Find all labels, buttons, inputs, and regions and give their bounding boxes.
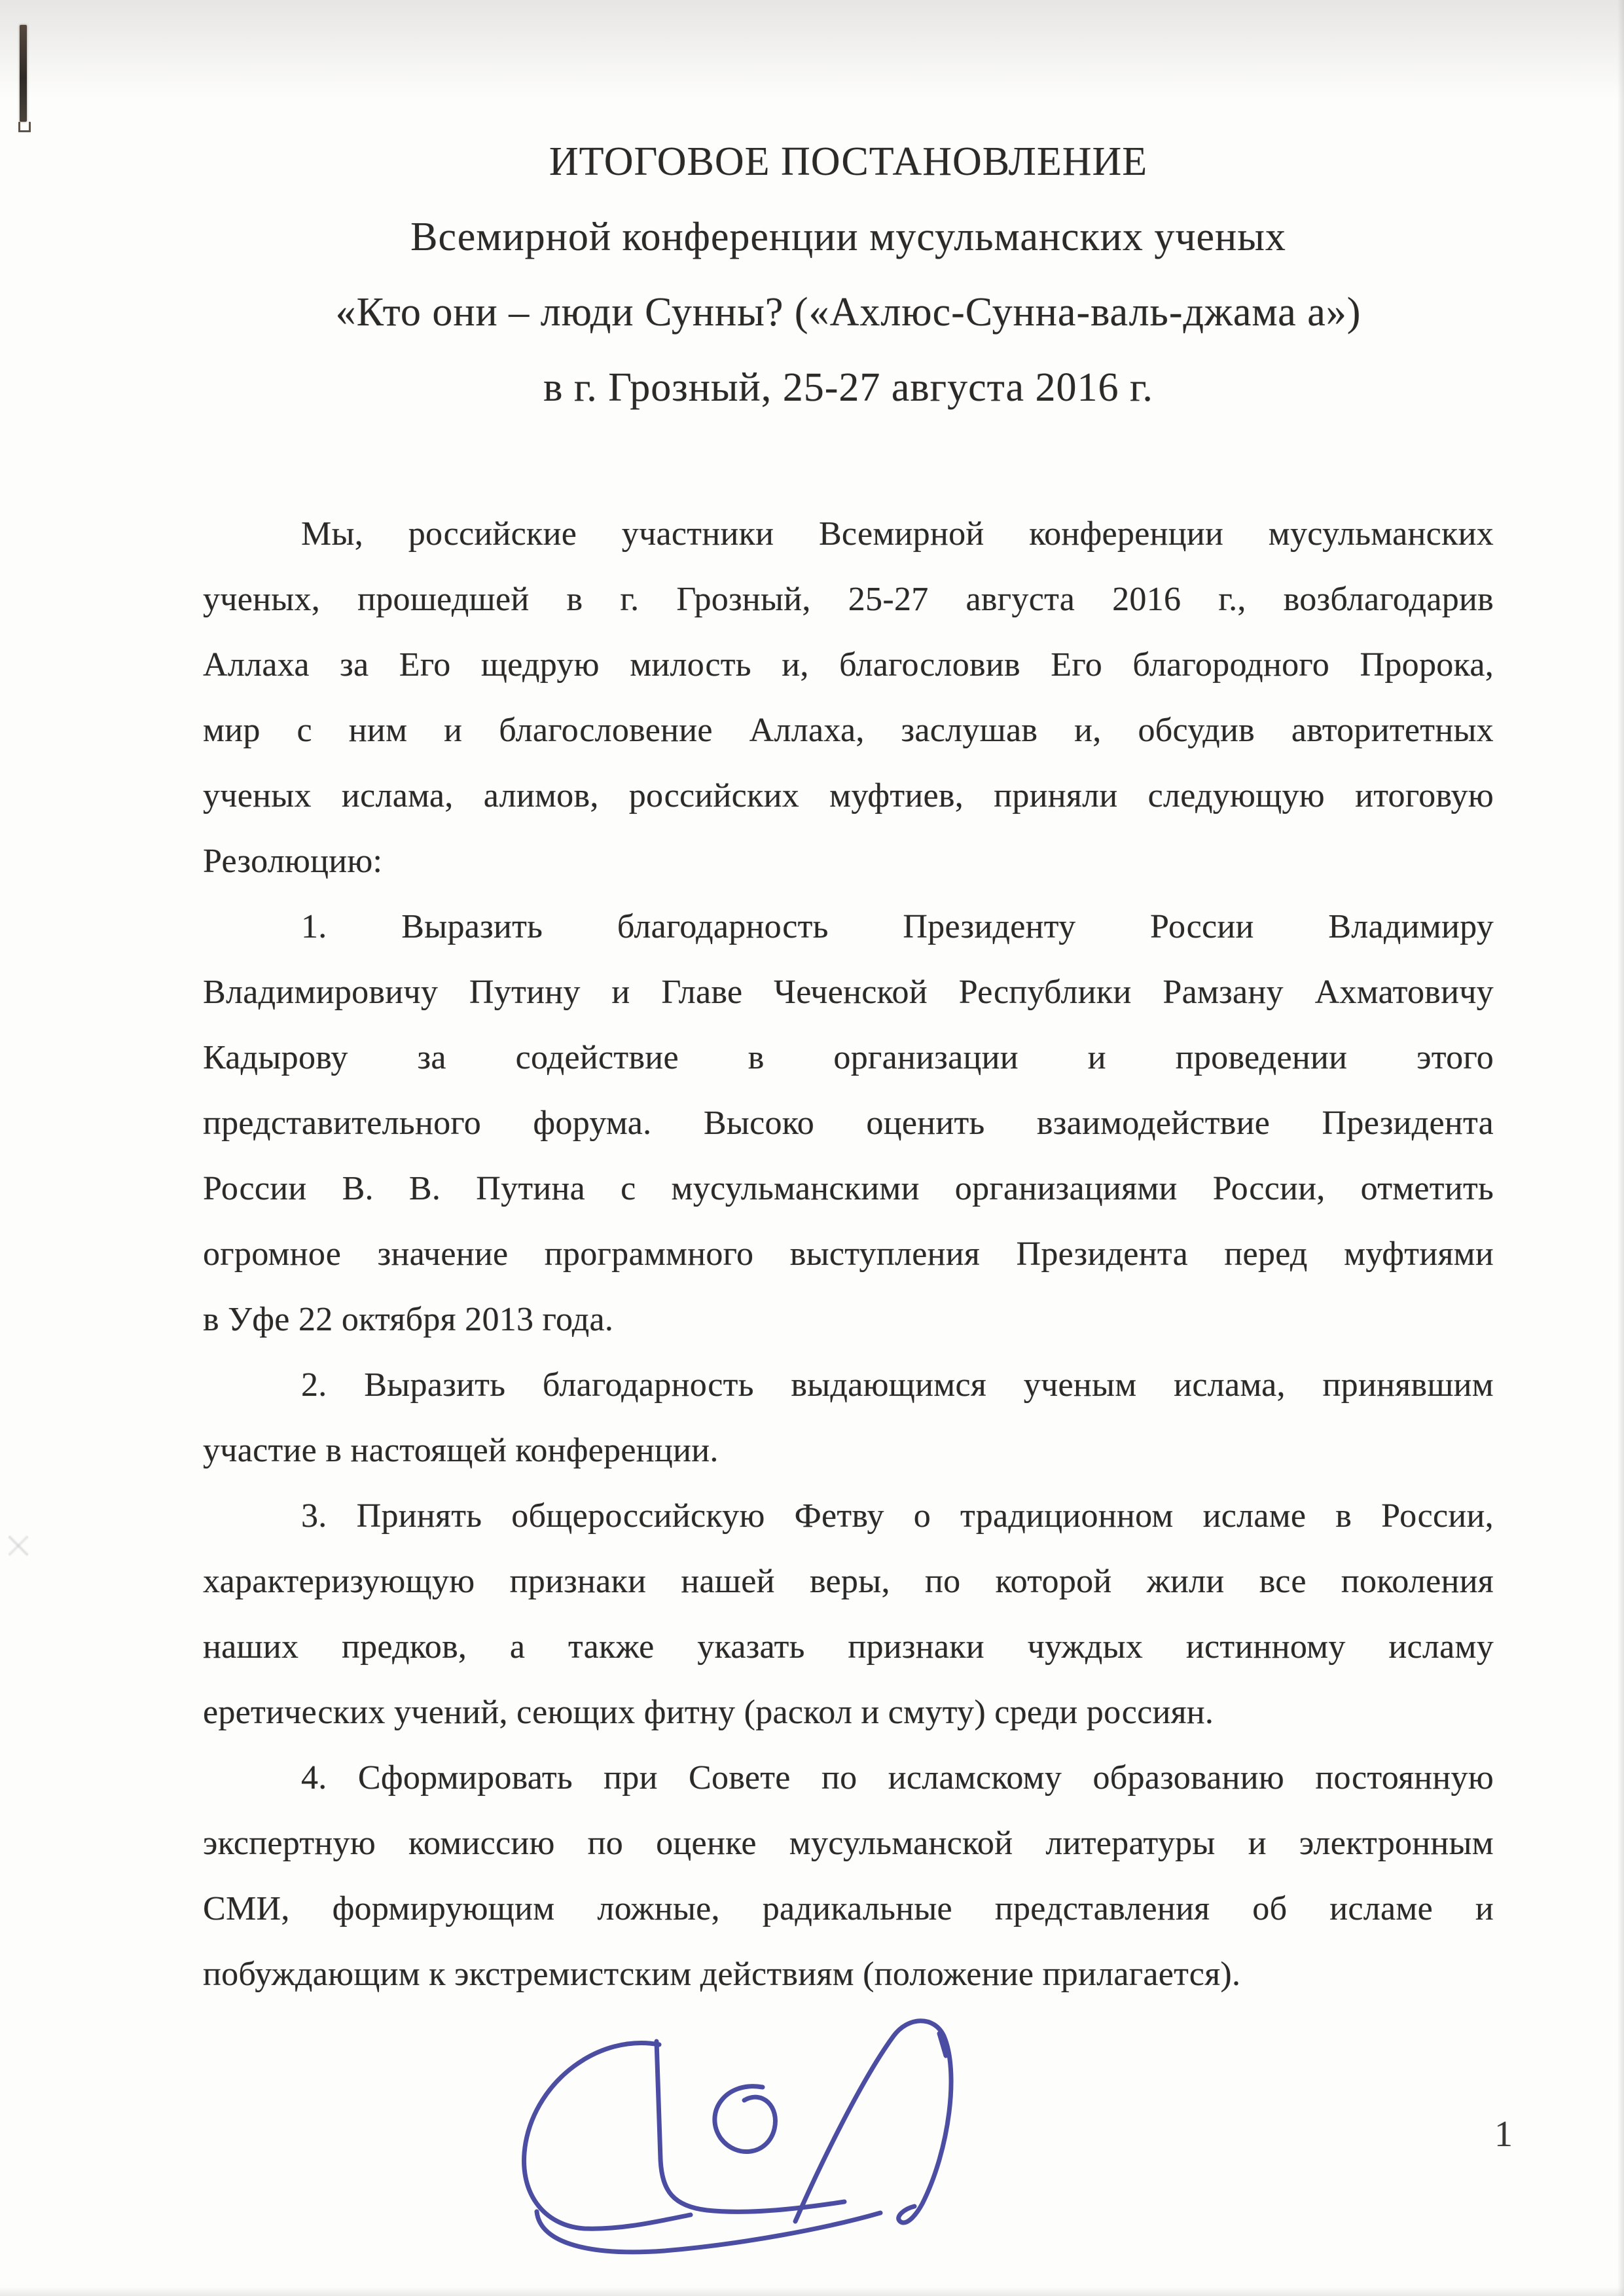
text-line: 1. Выразить благодарность Президенту России Владимиру [301, 908, 1494, 945]
paragraph-5 [203, 1745, 1494, 2007]
scan-right-edge-shadow [1617, 0, 1624, 2296]
text-line: характеризующую признаки нашей веры, по которой жили все поколения [203, 1563, 1494, 1600]
paragraph-1 [203, 501, 1494, 894]
text-line: СМИ, формирующим ложные, радикальные представления об исламе и [203, 1890, 1494, 1927]
text-line: представительного форума. Высоко оценить взаимодействие Президента [203, 1104, 1494, 1142]
text-line: огромное значение программного выступления Президента перед муфтиями [203, 1235, 1494, 1273]
text-line: еретических учений, сеющих фитну (раскол и смуту) среди россиян. [203, 1694, 1214, 1731]
text-line: ученых ислама, алимов, российских муфтиев, приняли следующую итоговую [203, 777, 1494, 814]
signature-stroke-bottom-sweep [537, 2212, 880, 2252]
scan-top-edge-shadow [0, 0, 1624, 98]
page-number: 1 [1494, 2114, 1513, 2155]
document-title [203, 124, 1494, 426]
text-line: России В. В. Путина с мусульманскими организациями России, отметить [203, 1170, 1494, 1207]
paragraph-4 [203, 1484, 1494, 1745]
text-line: Резолюцию: [203, 843, 383, 880]
signature-stroke-left-oval [524, 2043, 691, 2229]
text-line: Владимировичу Путину и Главе Чеченской Республики Рамзану Ахматовичу [203, 974, 1494, 1011]
paragraph-2 [203, 894, 1494, 1353]
text-line: ученых, прошедшей в г. Грозный, 25-27 августа 2016 г., возблагодарив [203, 581, 1494, 618]
handwritten-signature [488, 1995, 1038, 2257]
text-line: участие в настоящей конференции. [203, 1432, 719, 1469]
title-line-3: «Кто они – люди Сунны? («Ахлюс-Сунна-валь-джама а») [335, 290, 1362, 335]
staple-artifact [20, 25, 27, 122]
text-line: Кадырову за содействие в организации и проведении этого [203, 1039, 1494, 1076]
scan-bottom-edge-shadow [0, 2287, 1624, 2296]
text-line: побуждающим к экстремистским действиям (положение прилагается). [203, 1956, 1241, 1993]
text-line: наших предков, а также указать признаки чуждых истинному исламу [203, 1628, 1494, 1666]
signature-stroke-vertical [657, 2041, 844, 2212]
text-line: Мы, российские участники Всемирной конференции мусульманских [301, 515, 1494, 553]
title-line-4: в г. Грозный, 25-27 августа 2016 г. [543, 365, 1153, 410]
text-line: мир с ним и благословение Аллаха, заслушав и, обсудив авторитетных [203, 712, 1494, 749]
document-body [203, 501, 1494, 2007]
scan-smudge-artifact [5, 1532, 31, 1559]
text-line: 2. Выразить благодарность выдающимся ученым ислама, принявшим [301, 1366, 1494, 1404]
text-line: Аллаха за Его щедрую милость и, благословив Его благородного Пророка, [203, 646, 1494, 683]
text-line: 4. Сформировать при Совете по исламскому образованию постоянную [301, 1759, 1494, 1796]
text-line: экспертную комиссию по оценке мусульманской литературы и электронным [203, 1825, 1494, 1862]
signature-stroke-small-loop [715, 2086, 776, 2152]
text-line: в Уфе 22 октября 2013 года. [203, 1301, 614, 1338]
title-line-2: Всемирной конференции мусульманских ученых [410, 215, 1286, 259]
paragraph-3 [203, 1353, 1494, 1484]
text-line: 3. Принять общероссийскую Фетву о традиционном исламе в России, [301, 1497, 1494, 1535]
signature-stroke-tall-loop [795, 2021, 951, 2223]
title-line-1: ИТОГОВОЕ ПОСТАНОВЛЕНИЕ [549, 139, 1148, 184]
